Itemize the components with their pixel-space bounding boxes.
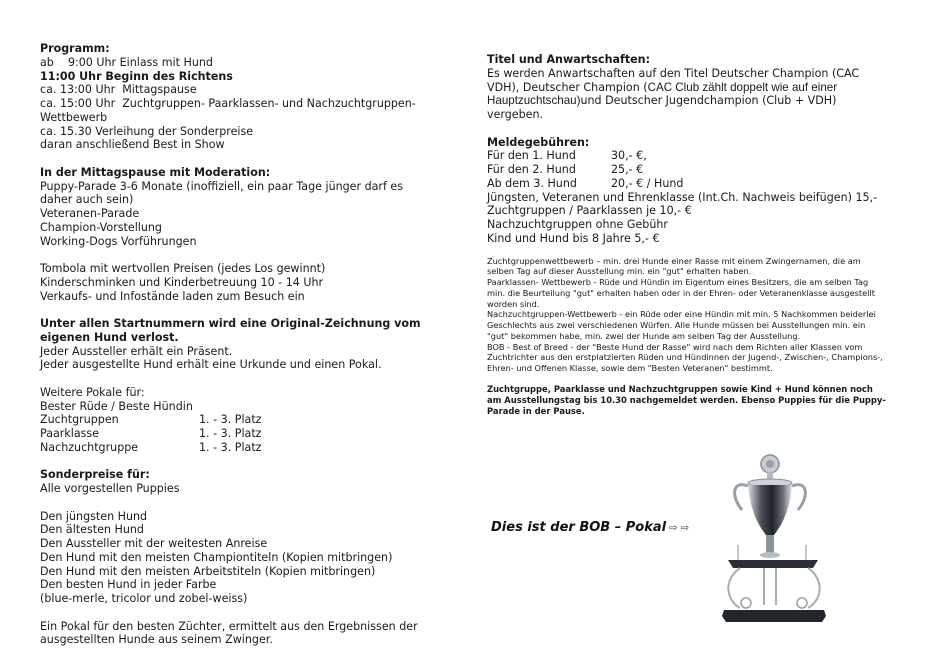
pokale-intro: Weitere Pokale für:	[40, 385, 145, 399]
sonderpreise-line: Den Hund mit den meisten Championtiteln (Kopien mitbringen)	[40, 550, 393, 564]
gebuehren-heading: Meldegebühren:	[487, 135, 590, 149]
right-column	[487, 53, 907, 416]
regel-nachzucht: Nachzuchtgruppen-Wettbewerb - ein Rüde oder eine Hündin mit min. 5 Nachkommen beiderlei Geschlechts aus zwei verschiedenen Würfen. Alle Hunde müssen bei Ausstellungen min. ein "gut" bekommen habe, min. zwei der Hunde am selben Tag der Ausstellung.	[487, 309, 876, 341]
pokale-row	[40, 413, 440, 427]
programm-line: daran anschließend Best in Show	[40, 138, 225, 152]
pokale-label: Nachzuchtgruppe	[40, 440, 139, 454]
titel-line: vergeben.	[487, 108, 544, 121]
pokale-row	[40, 441, 440, 455]
zuechter-line: ausgestellten Hunde aus seinem Zwinger.	[40, 633, 273, 647]
sonderpreise-line: Den Aussteller mit der weitesten Anreise	[40, 537, 268, 550]
verlosung-heading: Unter allen Startnummern wird eine Original-Zeichnung vom	[40, 317, 421, 330]
titel-text: und Deutscher Jugendchampion (Club + VDH)	[580, 94, 837, 108]
titel-line: Es werden Anwartschaften auf den Titel Deutscher Champion (CAC	[487, 66, 860, 80]
bob-caption	[491, 520, 689, 535]
extras-line: Kinderschminken und Kinderbetreuung 10 - 14 Uhr	[40, 275, 324, 289]
verlosung-line: Jeder Aussteller erhält ein Präsent.	[40, 344, 233, 358]
pokale-row	[40, 427, 440, 441]
regel-bob: BOB - Best of Breed - der "Beste Hund der Rasse" wird nach dem Richten aller Klassen vom Zuchtrichter aus den erstplatzierten Rüden und Hündinnen der Jugend-, Zwischen-, Champions-, Ehren- und Offenen Klasse, sowie dem "Besten Veteranen" bestimmt.	[487, 341, 883, 373]
zuechter-line: Ein Pokal für den besten Züchter, ermittelt aus den Ergebnissen der	[40, 619, 418, 633]
verlosung-heading: eigenen Hund verlost.	[40, 330, 179, 344]
pokale-value: 1. - 3. Platz	[199, 427, 262, 440]
mittagspause-heading: In der Mittagspause mit Moderation:	[40, 165, 271, 179]
programm-line: 11:00 Uhr Beginn des Richtens	[40, 69, 233, 83]
titel-text-arial: Hauptzuchtschau)	[487, 94, 581, 108]
gebuehren-row	[487, 177, 907, 191]
mittagspause-line: Working-Dogs Vorführungen	[40, 234, 197, 248]
trophy-icon	[718, 450, 833, 630]
arrow-right-icon: ⇨ ⇨	[669, 523, 690, 534]
gebuehren-value: 20,- € / Hund	[611, 176, 684, 190]
mittagspause-line: daher auch sein)	[40, 193, 134, 207]
sonderpreise-line: Den Hund mit den meisten Arbeitstiteln (Kopien mitbringen)	[40, 564, 376, 578]
pokale-value: 1. - 3. Platz	[199, 413, 262, 427]
extras-line: Verkaufs- und Infostände laden zum Besuch ein	[40, 289, 305, 303]
programm-line: Wettbewerb	[40, 110, 108, 124]
gebuehren-label: Ab dem 3. Hund	[487, 176, 577, 190]
titel-heading: Titel und Anwartschaften:	[487, 53, 651, 66]
pokale-label: Zuchtgruppen	[40, 413, 119, 427]
pokale-label: Paarklasse	[40, 427, 100, 440]
titel-text: VDH), Deutscher Champion (	[487, 80, 648, 94]
gebuehren-line: Nachzuchtgruppen ohne Gebühr	[487, 218, 668, 231]
gebuehren-row	[487, 163, 907, 177]
sonderpreise-line: Den jüngsten Hund	[40, 509, 148, 523]
programm-line: ab 9:00 Uhr Einlass mit Hund	[40, 55, 213, 69]
gebuehren-line: Kind und Hund bis 8 Jahre 5,- €	[487, 231, 660, 245]
gebuehren-line: Zuchtgruppen / Paarklassen je 10,- €	[487, 204, 692, 218]
left-column	[40, 42, 440, 647]
sonderpreise-first: Alle vorgestellen Puppies	[40, 482, 180, 495]
verlosung-line: Jeder ausgestellte Hund erhält eine Urkunde und einen Pokal.	[40, 358, 382, 372]
mittagspause-line: Puppy-Parade 3-6 Monate (inoffiziell, ein paar Tage jünger darf es	[40, 179, 404, 193]
gebuehren-line: Jüngsten, Veteranen und Ehrenklasse (Int.Ch. Nachweis beifügen) 15,-	[487, 190, 878, 204]
sonderpreise-line: Den besten Hund in jeder Farbe	[40, 578, 217, 592]
bob-caption-text: Dies ist der BOB – Pokal	[491, 520, 667, 535]
nachmeldung-note: Zuchtgruppe, Paarklasse und Nachzuchtgruppen sowie Kind + Hund können noch am Ausstellungstag bis 10.30 nachgemeldet werden. Ebenso Puppies für die Puppy-Parade in der Pause.	[487, 383, 886, 416]
regel-paarklasse: Paarklassen- Wettbewerb - Rüde und Hündin im Eigentum eines Besitzers, die am selben Tag min. die Beurteilung "gut" erhalten haben oder in der Ehren- oder Veteranenklasse ausgestellt worden sind.	[487, 277, 875, 309]
titel-line	[487, 81, 907, 95]
sonderpreise-line: (blue-merle, tricolor und zobel-weiss)	[40, 592, 248, 605]
regel-zuchtgruppe: Zuchtgruppenwettbewerb – min. drei Hunde einer Rasse mit einem Zwingernamen, die am selben Tag auf dieser Ausstellung min. ein "gut" erhalten haben.	[487, 255, 861, 277]
sonderpreise-heading: Sonderpreise für:	[40, 468, 150, 482]
programm-heading: Programm:	[40, 42, 110, 55]
gebuehren-label: Für den 1. Hund	[487, 149, 576, 163]
programm-line: ca. 15:00 Uhr Zuchtgruppen- Paarklassen- und Nachzuchtgruppen-	[40, 97, 416, 110]
mittagspause-line: Champion-Vorstellung	[40, 220, 162, 234]
titel-text-arial: CAC Club zählt doppelt wie auf einer	[647, 80, 838, 94]
gebuehren-row	[487, 149, 907, 163]
mittagspause-line: Veteranen-Parade	[40, 207, 140, 220]
programm-line: ca. 15.30 Verleihung der Sonderpreise	[40, 124, 254, 138]
gebuehren-value: 25,- €	[611, 163, 644, 176]
extras-line: Tombola mit wertvollen Preisen (jedes Los gewinnt)	[40, 262, 326, 275]
gebuehren-value: 30,- €,	[611, 149, 647, 163]
titel-line	[487, 94, 907, 108]
sonderpreise-line: Den ältesten Hund	[40, 523, 144, 537]
programm-line: ca. 13:00 Uhr Mittagspause	[40, 83, 197, 97]
pokale-first: Bester Rüde / Beste Hündin	[40, 399, 193, 413]
pokale-value: 1. - 3. Platz	[199, 440, 262, 454]
gebuehren-label: Für den 2. Hund	[487, 163, 576, 176]
